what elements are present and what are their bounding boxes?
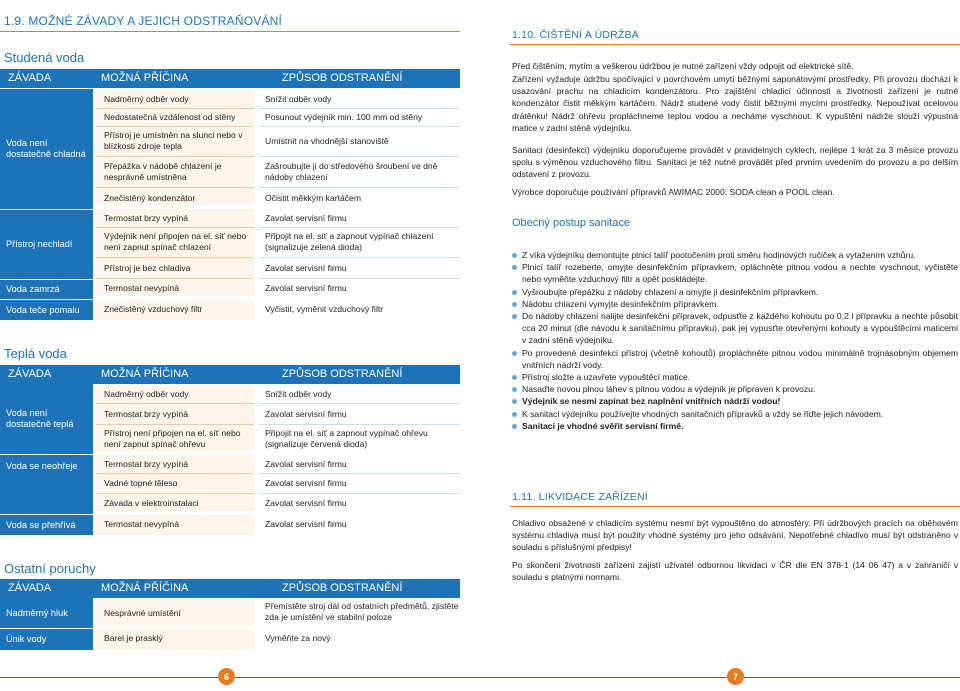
title-rule	[510, 506, 960, 507]
cause-cell: Přístroj je umístněn na slunci nebo v blízkosti zdroje tepla	[104, 130, 243, 151]
cause-cell: Nadměrný odběr vody	[104, 94, 189, 104]
cause-cell: Termostat nevypíná	[104, 283, 179, 293]
list-item: Přístroj složte a uzavřete vypouštěcí matice.	[512, 371, 958, 383]
cause-cell: Výdejník není připojen na el. síť nebo není zapnut spínač chlazení	[104, 231, 247, 252]
problem-cell: Nadměrný hluk	[0, 598, 93, 628]
fix-cell: Zavolat servisní firmu	[265, 478, 347, 488]
cause-cell: Přepážka v nádobě chlazení je nesprávně umístněna	[104, 161, 222, 182]
list-item: Z víka výdejníku demontujte plnicí talíř pootočením proti směru hodinových ručiček a vytažením vzhůru.	[512, 249, 958, 261]
paragraph: Před čištěním, mytím a veškerou údržbou je nutné zařízení vždy odpojit od elektrické sítě.	[512, 61, 854, 71]
list-item: Vyšroubujte přepážku z nádoby chlazení a omyjte ji desinfekčním přípravkem.	[512, 286, 958, 298]
row-gap	[96, 451, 460, 455]
list-item: Výdejník se nesmí zapínat bez naplnění vnitřních nádrží vodou!	[512, 395, 958, 407]
page-number-left: 6	[218, 668, 235, 685]
section-title-disposal: 1.11. LIKVIDACE ZAŘÍZENÍ	[512, 491, 648, 503]
list-item: Plnicí talíř rozeberte, omyjte desinfekčním přípravkem, opláchněte pitnou vodou a nechte vyschnout, vyčistěte nebo vyměňte vzduchový filtr a opět poskládejte.	[512, 261, 958, 285]
list-item: Nasaďte novou plnou láhev s pitnou vodou a výdejník je připraven k provozu.	[512, 383, 958, 395]
row-divider	[96, 493, 254, 494]
cause-cell: Přístroj je bez chladiva	[104, 263, 191, 273]
fix-cell: Vyměňte za nový	[265, 633, 331, 643]
header-problem: ZÁVADA	[8, 72, 52, 84]
paragraph: Sanitaci (desinfekci) výdejníku doporučujeme provádět v pravidelných cyklech, nejlépe 1 krát za 3 měsíce provozu spolu s výměnou vzduchového filtru. Sanitaci je též nutné provádět před prvním uvedením do provozu a po delším odstavení z provozu.	[512, 145, 958, 180]
cause-cell: Znečistěný vzduchový filtr	[104, 304, 203, 314]
fix-cell: Zavolat servisní firmu	[265, 498, 347, 508]
list-item: Nádobu chlazení vymyjte desinfekčním přípravkem.	[512, 298, 958, 310]
row-divider	[96, 156, 254, 157]
header-fix: ZPŮSOB ODSTRANĚNÍ	[282, 368, 403, 380]
paragraph: Po skončení životnosti zařízení zajistí uživatel odbornou likvidaci v ČR dle EN 378-1 (14 06 47) a v zahraničí v souladu s platnými normami.	[512, 560, 958, 583]
fix-cell: Očistit měkkým kartáčem	[265, 193, 361, 203]
table-header-other	[0, 579, 460, 598]
header-cause: MOŽNÁ PŘÍČINA	[101, 72, 189, 84]
fix-cell: Připojit na el. síť a zapnout vypínač ohřevu (signalizuje červená dioda)	[265, 428, 428, 449]
problem-cell: Voda není dostatečně chladná	[0, 89, 93, 209]
cause-cell: Termostat brzy vypíná	[104, 459, 189, 469]
row-gap	[96, 205, 460, 209]
fix-cell: Přemístěte stroj dál od ostatních předmětů, zjistěte zda je umístění ve stabilní poloze	[265, 601, 459, 622]
header-fix: ZPŮSOB ODSTRANĚNÍ	[282, 72, 403, 84]
row-divider	[96, 278, 254, 279]
row-divider	[259, 424, 460, 425]
problem-cell: Přístroj nechladí	[0, 209, 93, 279]
fix-cell: Připojit na el. síť a zapnout vypínač chlazení (signalizuje zelená dioda)	[265, 231, 434, 252]
row-divider	[259, 156, 460, 157]
right-page	[510, 0, 960, 691]
row-divider	[96, 473, 254, 474]
footer-line	[235, 677, 727, 678]
title-rule	[0, 31, 460, 32]
row-divider	[259, 473, 460, 474]
group-title-cold: Studená voda	[4, 50, 85, 65]
row-gap	[96, 511, 460, 515]
problem-cell: Voda teče pomalu	[0, 299, 93, 320]
header-fix: ZPŮSOB ODSTRANĚNÍ	[282, 582, 403, 594]
fix-cell: Vyčistit, vyměnit vzduchový filtr	[265, 304, 384, 314]
fix-cell: Snížit odběr vody	[265, 389, 332, 399]
cause-cell: Závada v elektroinstalaci	[104, 498, 199, 508]
table-header-cold	[0, 69, 460, 88]
page-number-right: 7	[727, 668, 744, 685]
paragraph: Zařízení vyžaduje údržbu spočívající v povrchovém umytí běžnými saponátovými prostředky. Při provozu dochází k usazování prachu na chladicím kondenzátoru. Pro zajištění chladicí účinnosti a životnosti zařízení je nutné kondenzátor čistit měkkým kartáčem. Nádrž studené vody čistit běžnými mycími prostředky. Nepoužívat ocelovou drátěnku! Nádrž ohřevu propláchneme teplou vodou a necháme vyschnout. K vypuštění nádrže slouží výpustná matice v zadní stěně výdejníku.	[512, 74, 958, 133]
list-item: Do nádoby chlazení nalijte desinfekční přípravek, odpusťte z každého kohoutu po 0,2 l přípravku a nechte působit cca 20 minut (dle návodu k sanitačnímu přípravku), pak jej vypusťte otevřenými kohouty a vypouštěcími maticemi v zadní stěně výdejníku.	[512, 310, 958, 347]
row-divider	[96, 126, 254, 127]
row-divider	[259, 126, 460, 127]
fix-cell: Umístnit na vhodnější stanoviště	[265, 136, 389, 146]
row-divider	[259, 187, 460, 188]
row-divider	[96, 187, 254, 188]
table-header-hot	[0, 365, 460, 384]
row-divider	[96, 227, 254, 228]
header-problem: ZÁVADA	[8, 582, 52, 594]
problem-cell: Voda zamrzá	[0, 279, 93, 299]
row-divider	[259, 403, 460, 404]
group-title-other: Ostatní poruchy	[4, 561, 96, 576]
cause-cell: Nesprávné umístění	[104, 608, 181, 618]
row-divider	[259, 278, 460, 279]
section-title-faults: 1.9. MOŽNÉ ZÁVADY A JEJICH ODSTRAŇOVÁNÍ	[4, 14, 283, 28]
row-divider	[259, 227, 460, 228]
group-title-hot: Teplá voda	[4, 346, 67, 361]
row-divider	[96, 403, 254, 404]
fix-cell: Zavolat servisní firmu	[265, 519, 347, 529]
list-item: Sanitaci je vhodné svěřit servisní firmě.	[512, 420, 958, 432]
sanitation-title: Obecný postup sanitace	[512, 217, 631, 229]
problem-cell: Voda se přehřívá	[0, 514, 93, 535]
problem-cell: Únik vody	[0, 628, 93, 650]
row-divider	[96, 424, 254, 425]
cause-cell: Přístroj není připojen na el. síť nebo není zapnut spínač ohřevu	[104, 428, 241, 449]
cause-cell: Termostat nevypíná	[104, 519, 179, 529]
problem-cell: Voda není dostatečně teplá	[0, 384, 93, 454]
row-divider	[259, 493, 460, 494]
fix-cell: Posunout výdejník min. 100 mm od stěny	[265, 112, 423, 122]
sanitation-steps	[512, 249, 958, 432]
row-divider	[96, 108, 254, 109]
cause-cell: Termostat brzy vypíná	[104, 213, 189, 223]
cause-cell: Barel je prasklý	[104, 633, 163, 643]
footer-line	[744, 677, 960, 678]
list-item: K sanitaci výdejníku používejte vhodných sanitačních přípravků a vždy se řiďte jejich návodem.	[512, 408, 958, 420]
row-gap	[96, 625, 460, 629]
fix-cell: Zavolat servisní firmu	[265, 213, 347, 223]
list-item: Po provedené desinfekci přístroj (včetně kohoutů) propláchněte pitnou vodou minimálně trojnásobným objemem vnitřních nádrží vody.	[512, 347, 958, 371]
header-cause: MOŽNÁ PŘÍČINA	[101, 368, 189, 380]
cause-cell: Vadné topné těleso	[104, 478, 178, 488]
row-divider	[259, 257, 460, 258]
footer-line	[0, 677, 218, 678]
row-divider	[259, 108, 460, 109]
paragraph: Chladivo obsažené v chladicím systému nesmí být vypouštěno do atmosféry. Při údržbových pracích na oběhovém systému chladiva musí být použity vhodné systémy pro jeho odsávání. Nepotřebné chladivo musí být odstraněno v souladu s příslušnými předpisy!	[512, 518, 958, 553]
cause-cell: Nadměrný odběr vody	[104, 389, 189, 399]
cause-cell: Termostat brzy vypíná	[104, 409, 189, 419]
row-gap	[96, 296, 460, 300]
fix-cell: Zašroubujte ji do středového šroubení ve dně nádoby chlazení	[265, 161, 438, 182]
cause-cell: Znečistěný kondenzátor	[104, 193, 196, 203]
row-divider	[96, 257, 254, 258]
fix-cell: Zavolat servisní firmu	[265, 459, 347, 469]
fix-cell: Snížit odběr vody	[265, 94, 332, 104]
cause-cell: Nedostatečná vzdálenost od stěny	[104, 112, 236, 122]
fix-cell: Zavolat servisní firmu	[265, 409, 347, 419]
section-title-cleaning: 1.10. ČIŠTĚNÍ A ÚDRŽBA	[512, 29, 639, 41]
header-cause: MOŽNÁ PŘÍČINA	[101, 582, 189, 594]
header-problem: ZÁVADA	[8, 368, 52, 380]
title-rule	[510, 44, 960, 45]
paragraph: Výrobce doporučuje používání přípravků AWIMAC 2000: SODA clean a POOL clean.	[512, 187, 835, 197]
fix-cell: Zavolat servisní firmu	[265, 263, 347, 273]
problem-cell: Voda se neohřeje	[0, 454, 93, 514]
fix-cell: Zavolat servisní firmu	[265, 283, 347, 293]
left-page	[0, 0, 460, 691]
